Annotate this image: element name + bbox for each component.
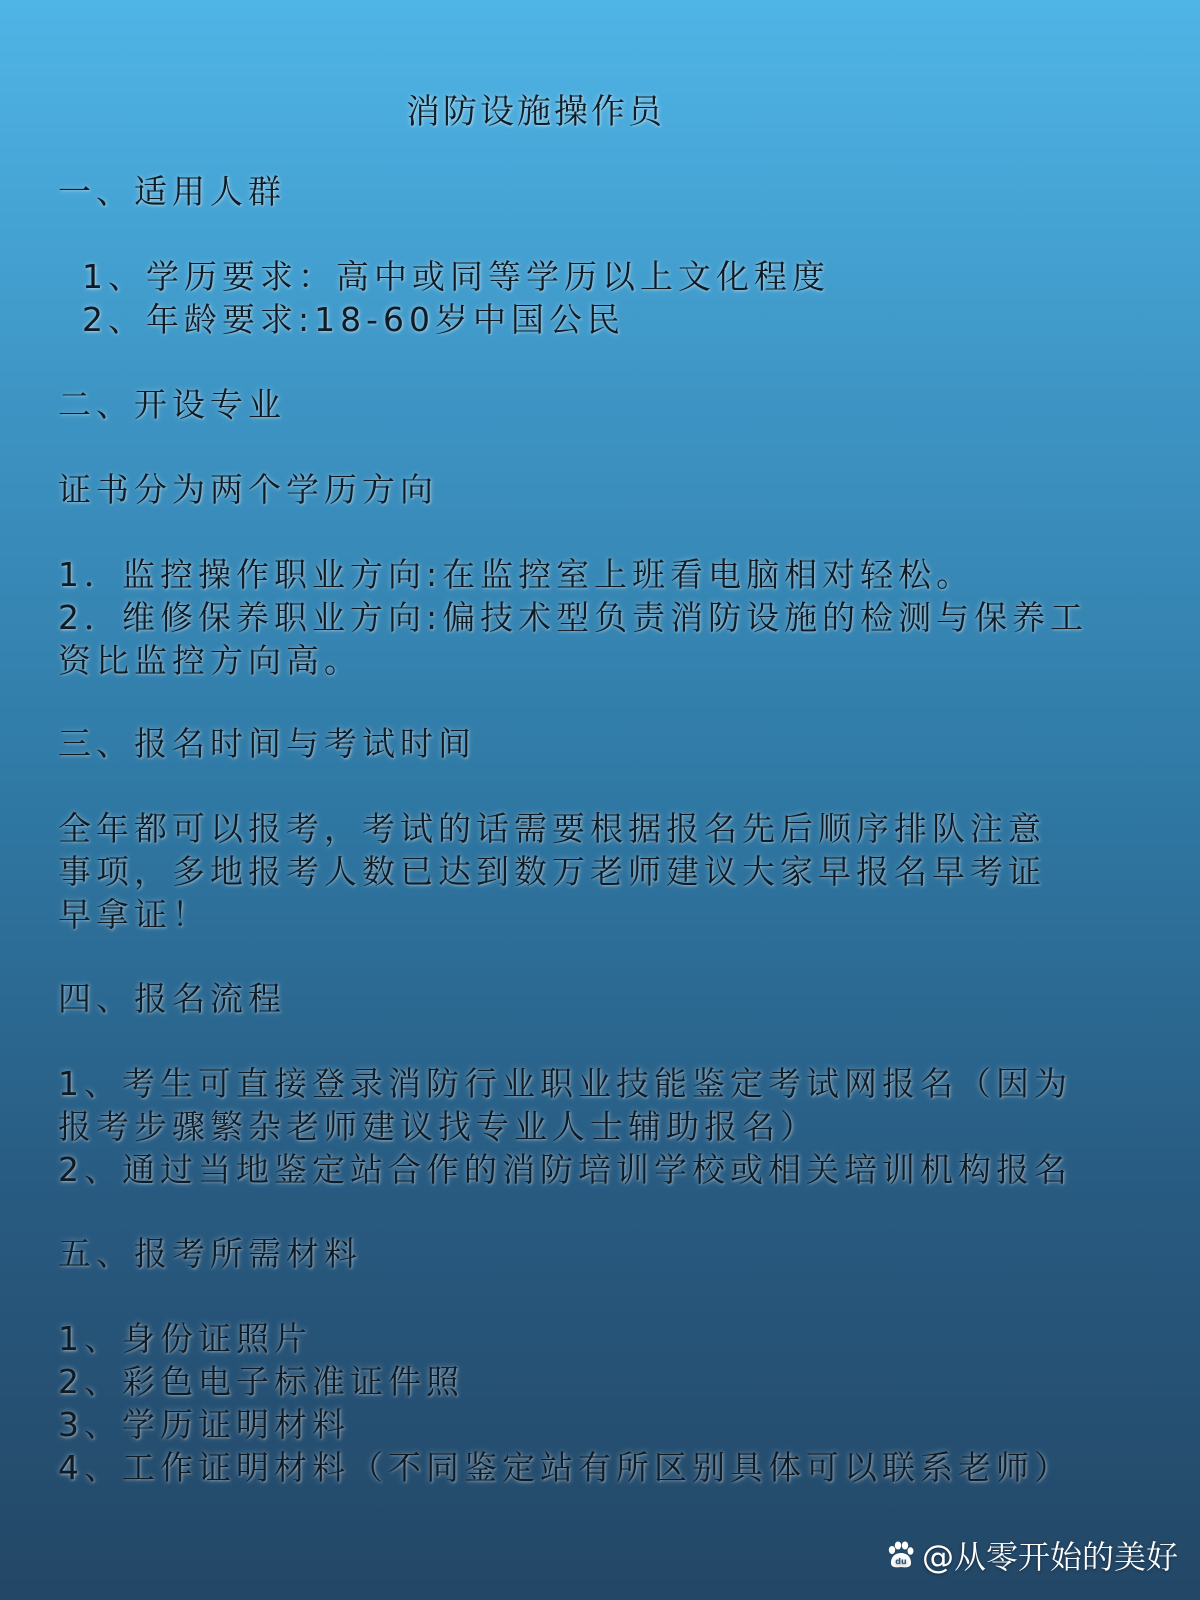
- paragraph: 证书分为两个学历方向: [58, 470, 438, 509]
- paragraph: 事项，多地报考人数已达到数万老师建议大家早报名早考证: [58, 852, 1046, 891]
- list-item: 2、彩色电子标准证件照: [58, 1362, 464, 1401]
- page-title: 消防设施操作员: [406, 92, 665, 132]
- list-item: 2、通过当地鉴定站合作的消防培训学校或相关培训机构报名: [58, 1150, 1072, 1189]
- list-item: 1、考生可直接登录消防行业职业技能鉴定考试网报名（因为: [58, 1064, 1072, 1103]
- list-item: 1、学历要求：高中或同等学历以上文化程度: [82, 257, 830, 296]
- watermark: [884, 1532, 1178, 1578]
- list-item: 2．维修保养职业方向:偏技术型负责消防设施的检测与保养工: [58, 598, 1089, 637]
- section-heading-2: 二、开设专业: [58, 385, 286, 424]
- list-item: 4、工作证明材料（不同鉴定站有所区别具体可以联系老师）: [58, 1448, 1072, 1487]
- list-item: 1．监控操作职业方向:在监控室上班看电脑相对轻松。: [58, 555, 975, 594]
- section-heading-4: 四、报名流程: [58, 979, 286, 1018]
- list-item-continuation: 资比监控方向高。: [58, 641, 362, 680]
- paragraph: 早拿证！: [58, 895, 210, 934]
- svg-text:du: du: [895, 1557, 907, 1566]
- list-item: 2、年龄要求:18-60岁中国公民: [82, 300, 626, 339]
- section-heading-3: 三、报名时间与考试时间: [58, 724, 476, 763]
- watermark-text: @从零开始的美好: [921, 1538, 1178, 1576]
- section-heading-5: 五、报考所需材料: [58, 1234, 362, 1273]
- paragraph: 全年都可以报考，考试的话需要根据报名先后顺序排队注意: [58, 809, 1046, 848]
- baidu-paw-icon: [884, 1539, 916, 1571]
- list-item-continuation: 报考步骤繁杂老师建议找专业人士辅助报名）: [58, 1107, 818, 1146]
- section-heading-1: 一、适用人群: [58, 172, 286, 211]
- list-item: 3、学历证明材料: [58, 1405, 350, 1444]
- list-item: 1、身份证照片: [58, 1319, 312, 1358]
